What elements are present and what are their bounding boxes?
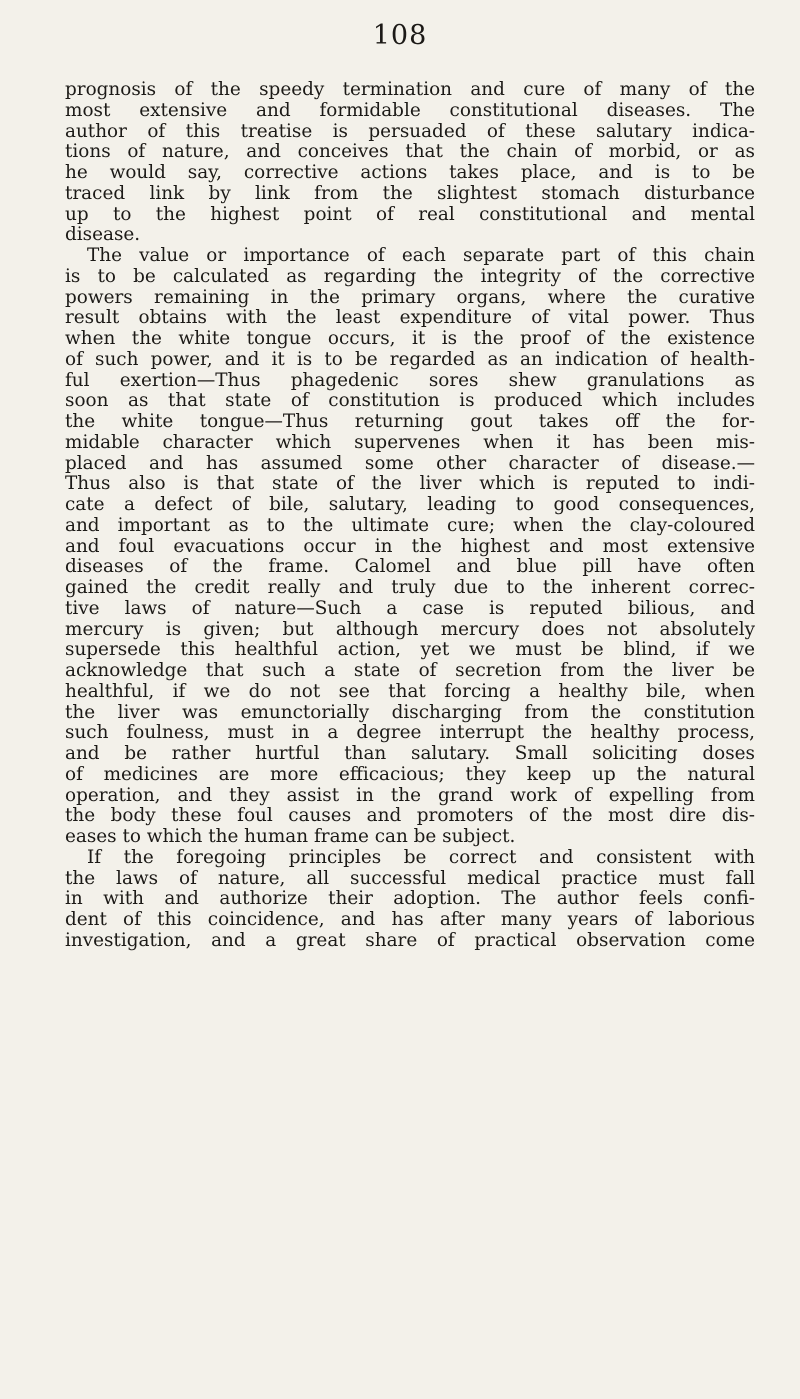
text-line: of such power, and it is to be regarded as an indication of health- — [65, 349, 755, 370]
text-line: traced link by link from the slightest stomach disturbance — [65, 183, 755, 204]
text-line: the white tongue—Thus returning gout takes off the for- — [65, 412, 755, 432]
text-line: gained the credit really and truly due to the inherent correc- — [65, 578, 755, 598]
text-line: dent of this coincidence, and has after many years of laborious — [65, 910, 755, 930]
text-line: in with and authorize their adoption. The author feels confi- — [65, 889, 755, 910]
text-line: of medicines are more efficacious; they keep up the natural — [65, 764, 755, 785]
text-line: If the foregoing principles be correct and consistent with — [87, 847, 755, 868]
text-line: The value or importance of each separate part of this chain — [87, 246, 755, 266]
body-text — [65, 80, 755, 952]
text-line: placed and has assumed some other character of disease.— — [65, 453, 755, 474]
text-line: midable character which supervenes when it has been mis- — [65, 432, 755, 453]
text-line: and be rather hurtful than salutary. Small soliciting doses — [65, 744, 755, 764]
paragraph — [65, 848, 755, 952]
text-line: ful exertion—Thus phagedenic sores shew granulations as — [65, 370, 755, 391]
text-line: the body these foul causes and promoters of the most dire dis- — [65, 806, 755, 827]
text-line: the laws of nature, all successful medical practice must fall — [65, 868, 755, 889]
text-line: and foul evacuations occur in the highest and most extensive — [65, 536, 755, 557]
text-line: when the white tongue occurs, it is the proof of the existence — [65, 329, 755, 349]
text-line: and important as to the ultimate cure; when the clay-coloured — [65, 515, 755, 536]
text-line: Thus also is that state of the liver which is reputed to indi- — [65, 474, 755, 495]
text-line: tive laws of nature—Such a case is reputed bilious, and — [65, 598, 755, 619]
text-line: cate a defect of bile, salutary, leading to good consequences, — [65, 495, 755, 515]
text-line: the liver was emunctorially discharging from the constitution — [65, 702, 755, 723]
text-line: mercury is given; but although mercury does not absolutely — [65, 619, 755, 640]
text-line: most extensive and formidable constitutional diseases. The — [65, 100, 755, 121]
text-line: supersede this healthful action, yet we must be blind, if we — [65, 640, 755, 661]
text-line: eases to which the human frame can be subject. — [65, 827, 516, 847]
text-line: investigation, and a great share of practical observation come — [65, 930, 755, 951]
text-line: operation, and they assist in the grand work of expelling from — [65, 785, 755, 806]
text-line: healthful, if we do not see that forcing a healthy bile, when — [65, 681, 755, 702]
text-line: soon as that state of constitution is produced which includes — [65, 391, 755, 412]
text-line: prognosis of the speedy termination and cure of many of the — [65, 80, 755, 100]
text-line: powers remaining in the primary organs, where the curative — [65, 287, 755, 308]
text-line: result obtains with the least expenditure of vital power. Thus — [65, 308, 755, 329]
text-line: up to the highest point of real constitutional and mental — [65, 204, 755, 225]
paragraph — [65, 80, 755, 246]
page-number: 108 — [372, 20, 428, 51]
text-line: disease. — [65, 225, 141, 246]
paragraph — [65, 246, 755, 848]
text-line: such foulness, must in a degree interrupt the healthy process, — [65, 723, 755, 744]
text-line: diseases of the frame. Calomel and blue pill have often — [65, 557, 755, 578]
text-line: acknowledge that such a state of secretion from the liver be — [65, 661, 755, 681]
text-line: tions of nature, and conceives that the chain of morbid, or as — [65, 142, 755, 163]
text-line: he would say, corrective actions takes place, and is to be — [65, 163, 755, 183]
text-line: is to be calculated as regarding the integrity of the corrective — [65, 266, 755, 287]
text-line: author of this treatise is persuaded of these salutary indica- — [65, 121, 755, 142]
